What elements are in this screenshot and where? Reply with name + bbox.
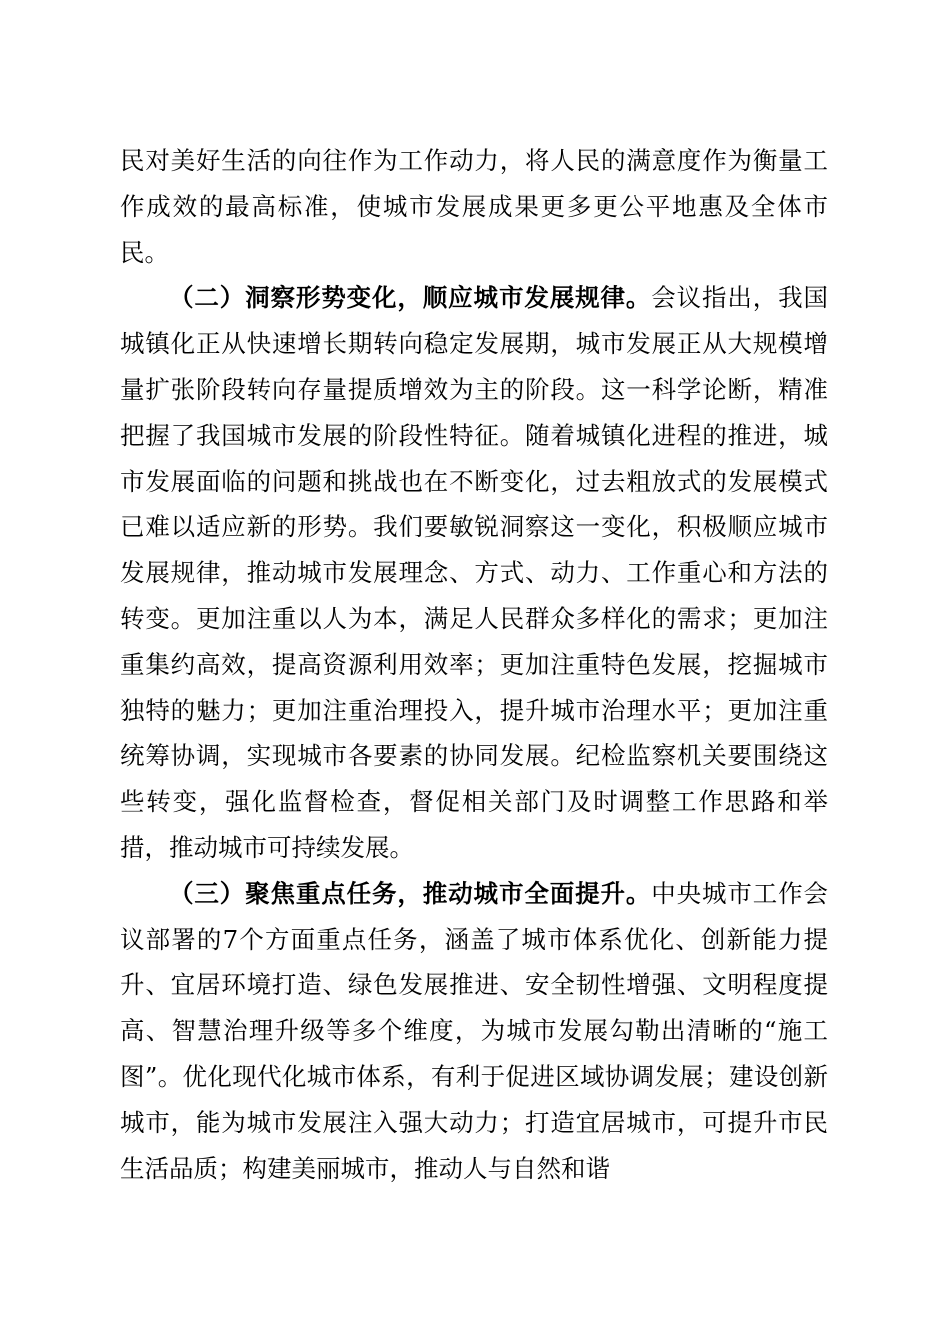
- section-heading-3: （三）聚焦重点任务，推动城市全面提升。: [169, 878, 652, 908]
- paragraph-text: 民对美好生活的向往作为工作动力，将人民的满意度作为衡量工作成效的最高标准，使城市发展成果更多更公平地惠及全体市民。: [120, 146, 828, 267]
- paragraph-section-2: [120, 275, 828, 870]
- paragraph-section-3: [120, 871, 828, 1192]
- paragraph-text: 会议指出，我国城镇化正从快速增长期转向稳定发展期，城市发展正从大规模增量扩张阶段转向存量提质增效为主的阶段。这一科学论断，精准把握了我国城市发展的阶段性特征。随着城镇化进程的推进，城市发展面临的问题和挑战也在不断变化，过去粗放式的发展模式已难以适应新的形势。我们要敏锐洞察这一变化，积极顺应城市发展规律，推动城市发展理念、方式、动力、工作重心和方法的转变。更加注重以人为本，满足人民群众多样化的需求；更加注重集约高效，提高资源利用效率；更加注重特色发展，挖掘城市独特的魅力；更加注重治理投入，提升城市治理水平；更加注重统筹协调，实现城市各要素的协同发展。纪检监察机关要围绕这些转变，强化监督检查，督促相关部门及时调整工作思路和举措，推动城市可持续发展。: [120, 283, 828, 862]
- paragraph-continuation: [120, 138, 828, 275]
- document-body: [120, 138, 828, 1191]
- section-heading-2: （二）洞察形势变化，顺应城市发展规律。: [169, 283, 652, 313]
- paragraph-text: 中央城市工作会议部署的7个方面重点任务，涵盖了城市体系优化、创新能力提升、宜居环境打造、绿色发展推进、安全韧性增强、文明程度提高、智慧治理升级等多个维度，为城市发展勾勒出清晰的“施工图”。优化现代化城市体系，有利于促进区域协调发展；建设创新城市，能为城市发展注入强大动力；打造宜居城市，可提升市民生活品质；构建美丽城市，推动人与自然和谐: [120, 878, 828, 1183]
